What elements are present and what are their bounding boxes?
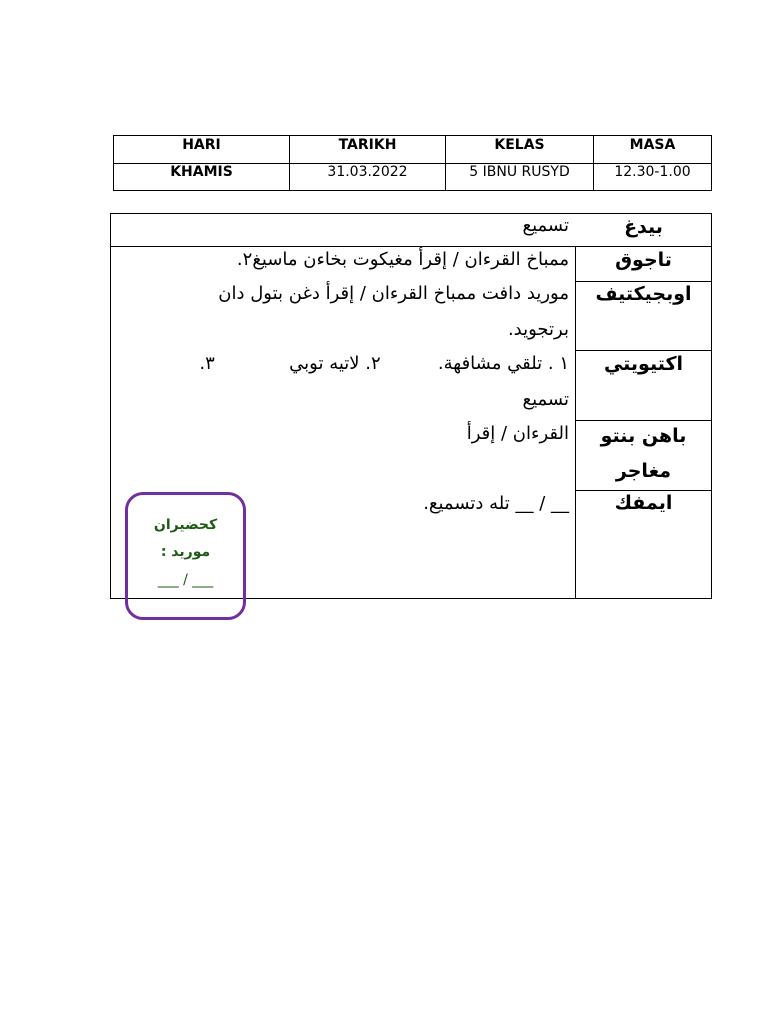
header-col-hari <box>114 136 290 190</box>
header-table <box>113 135 712 191</box>
header-label-hari: HARI <box>114 136 289 164</box>
header-value-masa: 12.30-1.00 <box>614 164 691 180</box>
attendance-line3: ___ / ___ <box>157 572 214 588</box>
row-content-bidang: تسميع <box>522 215 569 236</box>
attendance-line2: موريد : <box>160 544 211 560</box>
row-label-bidang: بيدغ <box>624 216 663 238</box>
row-content-impak: __ / __ تله دتسميع. <box>423 493 569 514</box>
header-col-kelas <box>446 136 594 190</box>
row-label-bahan-bantu: باهن بنتو مغاجر <box>600 425 687 482</box>
header-label-kelas: KELAS <box>446 136 593 164</box>
header-label-tarikh: TARIKH <box>290 136 445 164</box>
row-label-aktiviti: اكتيويتي <box>603 353 684 375</box>
header-value-hari: KHAMIS <box>170 164 233 180</box>
header-value-kelas: 5 IBNU RUSYD <box>469 164 570 180</box>
header-value-tarikh: 31.03.2022 <box>327 164 408 180</box>
row-label-impak: ايمفك <box>614 492 673 514</box>
row-label-objektif: اوبجيكتيف <box>595 283 692 305</box>
header-col-tarikh <box>290 136 446 190</box>
row-content-bahan-bantu: القرءان / إقرأ <box>466 423 569 444</box>
row-content-aktiviti-line1: ١ . تلقي مشافهة. ٢. لاتيه توبي ٣. <box>199 353 569 374</box>
row-content-tajuk: ممباخ القرءان / إقرأ مغيكوت بخاءن ماسيغ٢. <box>236 249 569 270</box>
header-label-masa: MASA <box>594 136 711 164</box>
attendance-line1: كحضيران <box>153 517 218 533</box>
row-label-tajuk: تاجوق <box>615 249 672 271</box>
header-col-masa <box>594 136 711 190</box>
row-content-objektif-line2: برتجويد. <box>507 319 569 340</box>
row-content-aktiviti-line2: تسميع <box>522 389 569 410</box>
attendance-box <box>125 492 246 620</box>
row-content-objektif-line1: موريد دافت ممباخ القرءان / إقرأ دغن بتول دان <box>218 283 569 304</box>
